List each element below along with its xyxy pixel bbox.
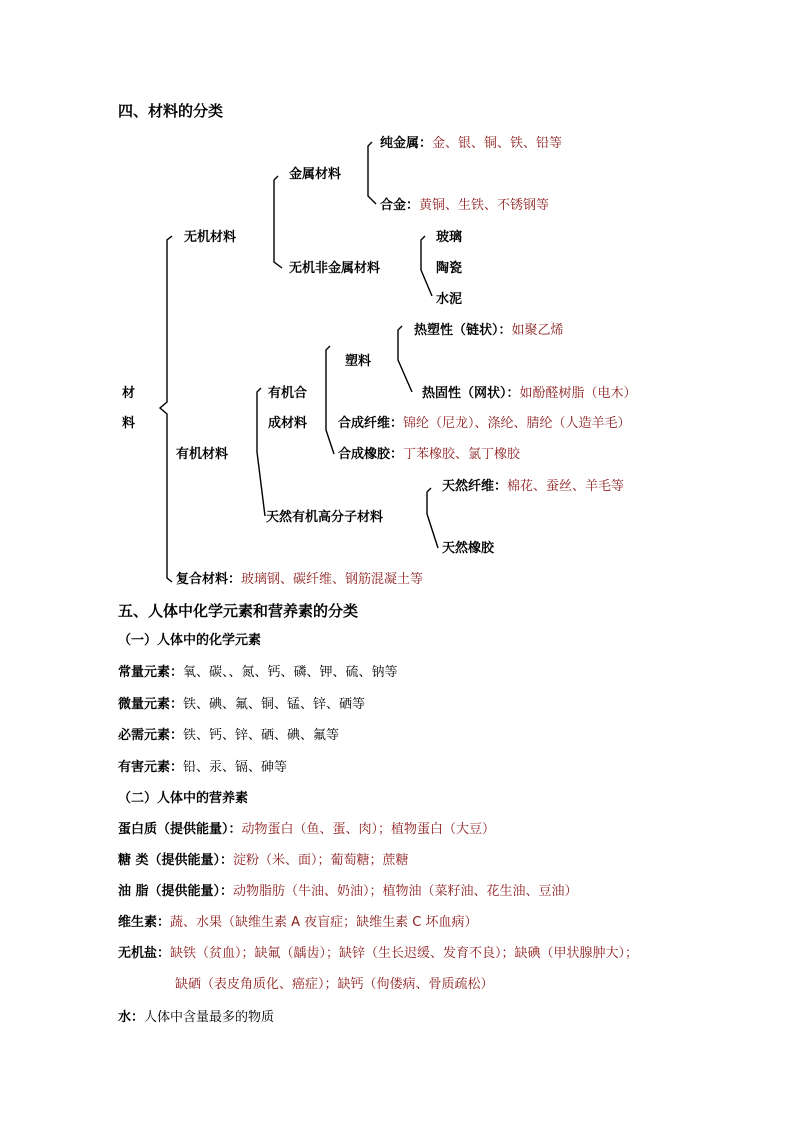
synthetic-fiber-examples: 锦纶（尼龙）、涤纶、腈纶（人造羊毛） [403, 416, 631, 431]
harmful-elements-label: 有害元素： [118, 760, 184, 775]
cement-label: 水泥 [436, 292, 463, 307]
thermoset-row [422, 386, 637, 402]
nonmetal-label: 无机非金属材料 [289, 261, 381, 276]
sugar-label: 糖 类（提供能量）： [118, 853, 234, 868]
mineral-label: 无机盐： [118, 946, 171, 961]
natural-fiber-row [442, 479, 624, 495]
root-brace [160, 236, 172, 582]
synthetic-fiber-row [338, 416, 631, 432]
trace-elements-row [118, 697, 365, 713]
harmful-elements-row [118, 760, 287, 776]
inorganic-bracket [274, 176, 282, 268]
major-elements-label: 常量元素： [118, 665, 184, 680]
thermoplastic-row [414, 323, 564, 339]
mineral-text-line1: 缺铁（贫血）；缺氟（龋齿）；缺锌（生长迟缓、发育不良）；缺碘（甲状腺肿大）； [170, 946, 639, 961]
vitamin-row [118, 915, 478, 931]
natural-fiber-examples: 棉花、蚕丝、羊毛等 [507, 479, 625, 494]
natural-polymer-label: 天然有机高分子材料 [266, 510, 384, 525]
synthetic-rubber-row [338, 447, 520, 463]
pure-metal-examples: 金、银、铜、铁、铅等 [432, 136, 563, 151]
alloy-row [380, 198, 549, 214]
synthetic-bracket [326, 346, 334, 454]
harmful-elements-text: 铅、汞、镉、砷等 [183, 760, 288, 775]
major-elements-row [118, 665, 398, 681]
root-label-char2: 料 [122, 416, 136, 431]
synthetic-fiber-label: 合成纤维： [338, 416, 404, 431]
natural-fiber-label: 天然纤维： [442, 479, 508, 494]
alloy-label: 合金： [380, 198, 420, 213]
nonmetal-bracket [421, 236, 432, 296]
protein-row [118, 822, 495, 838]
composite-examples: 玻璃钢、碳纤维、钢筋混凝土等 [241, 572, 424, 587]
mineral-text-line2: 缺硒（表皮角质化、癌症）；缺钙（佝偻病、骨质疏松） [175, 977, 494, 992]
thermoplastic-examples: 如聚乙烯 [511, 323, 564, 338]
protein-label: 蛋白质（提供能量）： [118, 822, 242, 837]
trace-elements-text: 铁、碘、氟、铜、锰、锌、硒等 [183, 697, 366, 712]
root-label-char1: 材 [122, 386, 136, 401]
ceramic-label: 陶瓷 [436, 261, 463, 276]
metal-label: 金属材料 [289, 167, 342, 182]
synthetic-rubber-examples: 丁苯橡胶、氯丁橡胶 [403, 447, 521, 462]
glass-label: 玻璃 [436, 230, 463, 245]
organic-label: 有机材料 [176, 447, 229, 462]
mineral-row [118, 946, 638, 962]
plastic-bracket [398, 326, 412, 392]
thermoset-label: 热固性（网状）： [422, 386, 520, 401]
subsection-elements-title: （一）人体中的化学元素 [118, 633, 262, 648]
vitamin-text: 蔬、水果（缺维生素 A 夜盲症；缺维生素 C 坏血病） [170, 915, 478, 930]
fat-row [118, 884, 578, 900]
trace-elements-label: 微量元素： [118, 697, 184, 712]
essential-elements-text: 铁、钙、锌、硒、碘、氟等 [183, 728, 340, 743]
essential-elements-row [118, 728, 339, 744]
essential-elements-label: 必需元素： [118, 728, 184, 743]
water-text: 人体中含量最多的物质 [144, 1010, 275, 1025]
natural-bracket [427, 488, 438, 548]
natural-rubber-label: 天然橡胶 [442, 541, 495, 556]
sugar-row [118, 853, 409, 869]
section5-title: 五、人体中化学元素和营养素的分类 [118, 602, 359, 620]
inorganic-label: 无机材料 [184, 230, 237, 245]
pure-metal-label: 纯金属： [380, 136, 433, 151]
subsection-nutrients-title: （二）人体中的营养素 [118, 791, 249, 806]
thermoplastic-label: 热塑性（链状）： [414, 323, 512, 338]
water-label: 水： [118, 1010, 145, 1025]
synthetic-label-line2: 成材料 [268, 416, 308, 431]
composite-row [176, 572, 423, 588]
alloy-examples: 黄铜、生铁、不锈钢等 [419, 198, 550, 213]
major-elements-text: 氧、碳、、氮、钙、磷、钾、硫、钠等 [183, 665, 398, 680]
composite-label: 复合材料： [176, 572, 242, 587]
plastic-label: 塑料 [345, 354, 372, 369]
protein-text: 动物蛋白（鱼、蛋、肉）；植物蛋白（大豆） [241, 822, 496, 837]
section4-title: 四、材料的分类 [118, 102, 224, 120]
pure-metal-row [380, 136, 562, 152]
vitamin-label: 维生素： [118, 915, 171, 930]
thermoset-examples: 如酚醛树脂（电木） [519, 386, 637, 401]
organic-bracket [257, 388, 265, 516]
water-row [118, 1010, 274, 1026]
metal-bracket [368, 142, 376, 204]
fat-text: 动物脂肪（牛油、奶油）；植物油（菜籽油、花生油、豆油） [233, 884, 578, 899]
synthetic-label-line1: 有机合 [268, 386, 308, 401]
synthetic-rubber-label: 合成橡胶： [338, 447, 404, 462]
fat-label: 油 脂（提供能量）： [118, 884, 234, 899]
sugar-text: 淀粉（米、面）；葡萄糖；蔗糖 [233, 853, 409, 868]
